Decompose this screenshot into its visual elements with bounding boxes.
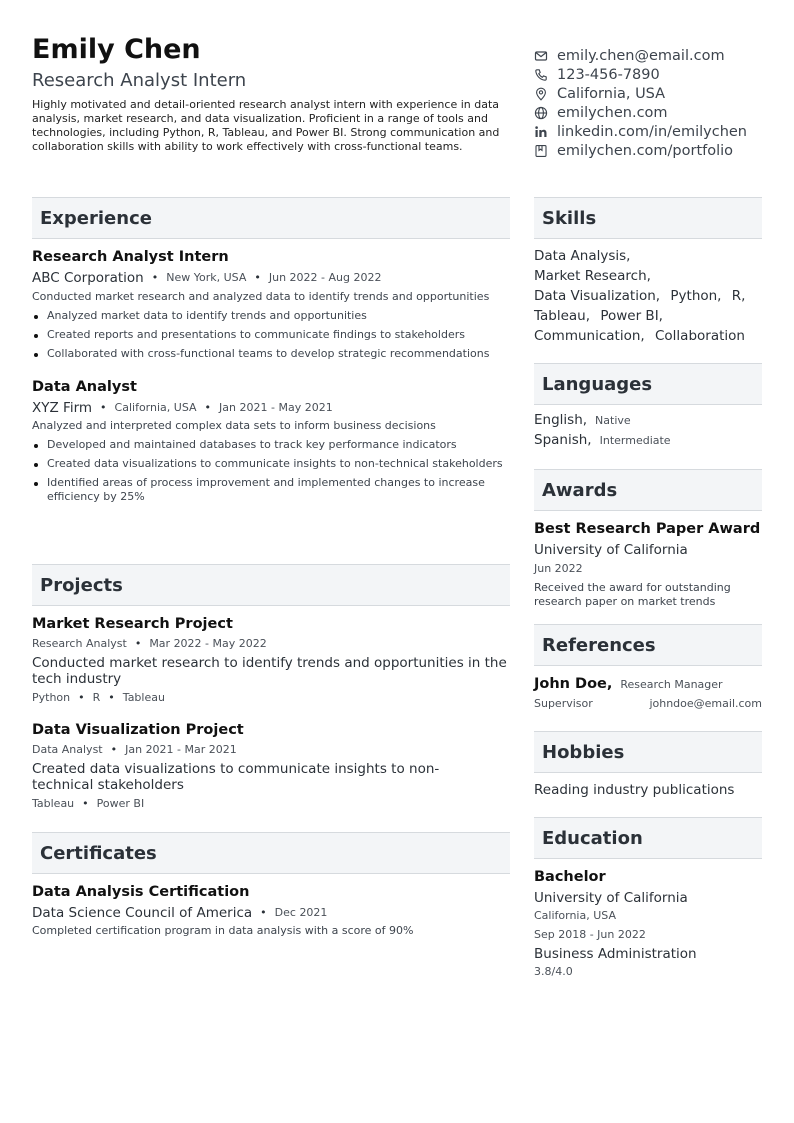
experience-entry <box>32 248 510 361</box>
skills-heading-text: Skills <box>542 207 597 229</box>
job-title: Data Analyst <box>32 379 137 395</box>
education-gpa: 3.8/4.0 <box>534 965 573 978</box>
skills-section <box>534 197 762 346</box>
separator-dot: • <box>254 271 261 284</box>
reference-detail-row <box>534 696 762 712</box>
candidate-title: Research Analyst Intern <box>32 70 247 91</box>
skill-item: Collaboration <box>655 328 745 344</box>
project-meta <box>32 636 510 652</box>
experience-entry <box>32 378 510 504</box>
job-location: California, USA <box>114 401 197 414</box>
skill-line <box>534 306 762 326</box>
hobbies-heading <box>534 731 762 773</box>
contact-portfolio[interactable] <box>534 141 784 160</box>
job-bullet: Developed and maintained databases to track key performance indicators <box>32 438 510 452</box>
project-meta <box>32 742 510 758</box>
contact-portfolio-text: emilychen.com/portfolio <box>557 142 734 159</box>
contact-linkedin-text: linkedin.com/in/emilychen <box>557 123 747 140</box>
project-dates: Mar 2022 - May 2022 <box>149 637 267 650</box>
awards-heading-text: Awards <box>542 479 618 501</box>
projects-heading-text: Projects <box>40 574 123 596</box>
job-bullet: Analyzed market data to identify trends and opportunities <box>32 309 510 323</box>
contact-linkedin[interactable] <box>534 122 784 141</box>
resume-header <box>32 34 510 154</box>
linkedin-icon <box>534 125 548 139</box>
job-meta <box>32 270 510 286</box>
separator-dot: • <box>134 637 142 650</box>
reference-relation: Supervisor <box>534 697 593 710</box>
contact-phone-text: 123-456-7890 <box>557 66 660 83</box>
project-tool: R <box>92 691 101 704</box>
skill-item: Market Research, <box>534 268 651 284</box>
contact-phone[interactable] <box>534 65 784 84</box>
education-location: California, USA <box>534 909 616 922</box>
education-entry <box>534 868 762 980</box>
project-entry <box>32 615 510 706</box>
experience-heading <box>32 197 510 239</box>
project-tools <box>32 796 510 812</box>
globe-icon <box>534 106 548 120</box>
language-item <box>534 412 762 432</box>
project-role: Data Analyst <box>32 743 103 756</box>
project-tool: Power BI <box>96 797 145 810</box>
projects-heading <box>32 564 510 606</box>
contact-website-text: emilychen.com <box>557 104 668 121</box>
skill-line <box>534 326 762 346</box>
education-school: University of California <box>534 890 688 906</box>
reference-role: Research Manager <box>620 678 723 691</box>
certificate-issuer: Data Science Council of America <box>32 905 253 921</box>
skill-item: Python, <box>670 288 722 304</box>
profile-summary: Highly motivated and detail-oriented research analyst intern with experience in data analysis, market research, and data visualization. Proficient in a range of tools and technologies, including Python, R, Tableau, and Power BI. Strong communication and collaboration skills with ability to work effectively with cross-functional teams. <box>32 98 500 153</box>
certificates-heading-text: Certificates <box>40 842 157 864</box>
language-item <box>534 432 762 452</box>
experience-section <box>32 197 510 504</box>
award-description: Received the award for outstanding research paper on market trends <box>534 581 731 608</box>
project-entry <box>32 721 510 812</box>
award-date: Jun 2022 <box>534 562 583 575</box>
education-heading <box>534 817 762 859</box>
separator-dot: • <box>151 271 159 284</box>
job-bullets <box>32 438 510 504</box>
separator-dot: • <box>260 906 267 919</box>
job-bullet: Identified areas of process improvement and implemented changes to increase efficiency by 25% <box>32 476 510 504</box>
skill-item: R, <box>731 288 746 304</box>
job-summary: Analyzed and interpreted complex data sets to inform business decisions <box>32 419 436 432</box>
references-heading <box>534 624 762 666</box>
skill-line <box>534 246 762 266</box>
job-summary: Conducted market research and analyzed data to identify trends and opportunities <box>32 290 490 303</box>
education-section <box>534 817 762 980</box>
candidate-name: Emily Chen <box>32 34 201 65</box>
contact-location <box>534 84 784 103</box>
language-name: English, <box>534 412 588 428</box>
separator-dot: • <box>204 401 212 414</box>
certificate-date: Dec 2021 <box>274 906 328 919</box>
skill-line <box>534 266 762 286</box>
project-description: Conducted market research to identify trends and opportunities in the tech industry <box>32 655 507 687</box>
project-dates: Jan 2021 - Mar 2021 <box>125 743 237 756</box>
project-title: Data Visualization Project <box>32 722 244 738</box>
language-level: Native <box>595 414 631 427</box>
languages-heading-text: Languages <box>542 373 653 395</box>
job-bullet: Collaborated with cross-functional teams to develop strategic recommendations <box>32 347 510 361</box>
map-pin-icon <box>534 87 548 101</box>
reference-name: John Doe, <box>534 676 613 692</box>
skill-item: Tableau, <box>534 308 591 324</box>
portfolio-icon <box>534 144 548 158</box>
award-title: Best Research Paper Award <box>534 521 761 537</box>
languages-list <box>534 412 762 452</box>
company-name: XYZ Firm <box>32 400 93 416</box>
company-name: ABC Corporation <box>32 270 144 286</box>
separator-dot: • <box>110 743 118 756</box>
certificate-entry <box>32 883 510 938</box>
mail-icon <box>534 49 548 63</box>
separator-dot: • <box>82 797 89 810</box>
languages-heading <box>534 363 762 405</box>
job-title: Research Analyst Intern <box>32 249 229 265</box>
skill-item: Communication, <box>534 328 645 344</box>
projects-section <box>32 564 510 812</box>
project-tool: Tableau <box>122 691 165 704</box>
language-name: Spanish, <box>534 432 592 448</box>
job-bullet: Created data visualizations to communicate insights to non-technical stakeholders <box>32 457 510 471</box>
certificate-description: Completed certification program in data analysis with a score of 90% <box>32 924 414 937</box>
job-bullets <box>32 309 510 361</box>
hobbies-section <box>534 731 762 799</box>
skill-item: Power BI, <box>600 308 663 324</box>
certificate-meta <box>32 905 510 921</box>
project-description: Created data visualizations to communicate insights to non-technical stakeholders <box>32 761 440 793</box>
phone-icon <box>534 68 548 82</box>
project-tools <box>32 690 510 706</box>
references-section <box>534 624 762 712</box>
contact-email-text: emily.chen@email.com <box>557 47 725 64</box>
contact-website[interactable] <box>534 103 784 122</box>
job-meta <box>32 400 510 416</box>
certificates-section <box>32 832 510 938</box>
skill-item: Data Visualization, <box>534 288 661 304</box>
awards-heading <box>534 469 762 511</box>
contact-email[interactable] <box>534 46 784 65</box>
skills-list <box>534 246 762 346</box>
separator-dot: • <box>78 691 85 704</box>
separator-dot: • <box>100 401 107 414</box>
job-dates: Jan 2021 - May 2021 <box>219 401 333 414</box>
contact-list <box>534 46 784 160</box>
education-heading-text: Education <box>542 827 643 849</box>
education-degree: Bachelor <box>534 869 606 885</box>
language-level: Intermediate <box>599 434 671 447</box>
skill-item: Data Analysis, <box>534 248 631 264</box>
contact-location-text: California, USA <box>557 85 666 102</box>
education-field: Business Administration <box>534 946 697 962</box>
job-location: New York, USA <box>166 271 247 284</box>
languages-section <box>534 363 762 452</box>
education-dates: Sep 2018 - Jun 2022 <box>534 928 646 941</box>
award-issuer: University of California <box>534 542 688 558</box>
hobbies-heading-text: Hobbies <box>542 741 625 763</box>
reference-entry <box>534 675 762 712</box>
project-title: Market Research Project <box>32 616 233 632</box>
certificate-title: Data Analysis Certification <box>32 884 250 900</box>
job-dates: Jun 2022 - Aug 2022 <box>268 271 382 284</box>
award-entry <box>534 520 762 609</box>
skills-heading <box>534 197 762 239</box>
skill-line <box>534 286 762 306</box>
awards-section <box>534 469 762 609</box>
certificates-heading <box>32 832 510 874</box>
experience-heading-text: Experience <box>40 207 152 229</box>
project-role: Research Analyst <box>32 637 127 650</box>
job-bullet: Created reports and presentations to communicate findings to stakeholders <box>32 328 510 342</box>
project-tool: Python <box>32 691 71 704</box>
reference-name-row <box>534 675 762 693</box>
references-heading-text: References <box>542 634 656 656</box>
hobby-item: Reading industry publications <box>534 782 735 798</box>
separator-dot: • <box>108 691 115 704</box>
project-tool: Tableau <box>32 797 75 810</box>
reference-email[interactable]: johndoe@email.com <box>649 697 762 710</box>
